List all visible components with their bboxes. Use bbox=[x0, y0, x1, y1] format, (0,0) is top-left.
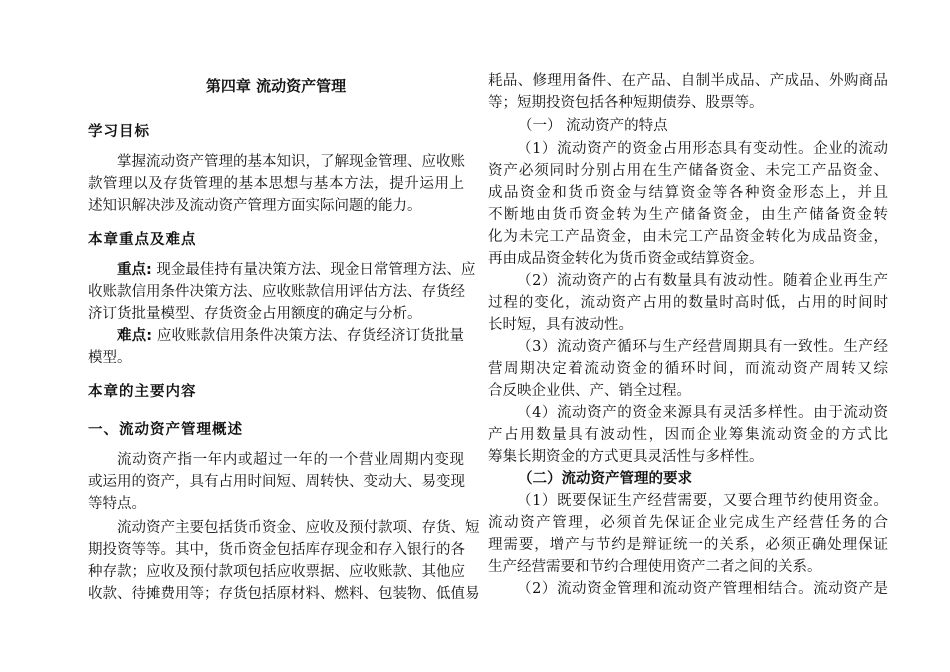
continued-line: 耗品、修理用备件、在产品、自制半成品、产成品、外购商品 bbox=[488, 73, 888, 89]
item1-line: （1）流动资产的资金占用形态具有变动性。企业的流动 bbox=[517, 141, 888, 157]
item2-line: 过程的变化，流动资产占用的数量时高时低，占用的时间时 bbox=[488, 295, 888, 311]
item1-line: 化为未完工产品资金，由未完工产品资金转化为成品资金， bbox=[488, 229, 888, 245]
key-points-line bbox=[88, 259, 476, 281]
key-label: 重点: bbox=[117, 262, 152, 278]
item1-line: 再由成品资金转化为货币资金或结算资金。 bbox=[488, 251, 764, 267]
key-points-line: 收账款信用条件决策方法、应收账款信用评估方法、存货经 bbox=[88, 284, 465, 300]
difficult-points-line: 模型。 bbox=[88, 350, 132, 366]
item2-line: 长时短，具有波动性。 bbox=[488, 317, 633, 333]
req1-line: 流动资产管理，必须首先保证企业完成生产经营任务的合 bbox=[488, 515, 888, 531]
study-goal-heading: 学习目标 bbox=[88, 124, 150, 140]
section1-p2-line: 收款、待摊费用等；存货包括原材料、燃料、包装物、低值易 bbox=[88, 586, 480, 602]
req1-line: 生产经营需要和节约合理使用资产二者之间的关系。 bbox=[488, 559, 822, 575]
item3-line: 营周期决定着流动资金的循环时间，而流动资产周转又综 bbox=[488, 361, 888, 377]
section1-p1-line: 等特点。 bbox=[88, 496, 146, 512]
req2-line: （2）流动资金管理和流动资产管理相结合。流动资产是 bbox=[517, 581, 888, 597]
section1-p2-line: 期投资等等。其中，货币资金包括库存现金和存入银行的各 bbox=[88, 542, 465, 558]
item3-line: 合反映企业供、产、销全过程。 bbox=[488, 383, 691, 399]
study-goal-line: 述知识解决涉及流动资产管理方面实际问题的能力。 bbox=[88, 198, 422, 214]
subsection2-heading-text: （二）流动资产管理的要求 bbox=[518, 471, 692, 487]
chapter-title: 第四章 流动资产管理 bbox=[205, 77, 347, 95]
difficult-text: 应收账款信用条件决策方法、存货经济订货批量 bbox=[152, 328, 464, 344]
req1-line: （1）既要保证生产经营需要，又要合理节约使用资金。 bbox=[517, 493, 888, 509]
section1-heading: 一、流动资产管理概述 bbox=[88, 422, 243, 438]
study-goal-line: 掌握流动资产管理的基本知识，了解现金管理、应收账 bbox=[117, 154, 465, 170]
subsection2-heading bbox=[488, 468, 888, 490]
req1-line: 理需要，增产与节约是辩证统一的关系，必须正确处理保证 bbox=[488, 537, 888, 553]
difficult-label: 难点: bbox=[117, 328, 153, 344]
study-goal-line: 款管理以及存货管理的基本思想与基本方法，提升运用上 bbox=[88, 176, 464, 192]
item3-line: （3）流动资产循环与生产经营周期具有一致性。生产经 bbox=[517, 339, 888, 355]
key-points-heading: 本章重点及难点 bbox=[88, 232, 197, 248]
section1-p2-line: 流动资产主要包括货币资金、应收及预付款项、存货、短 bbox=[117, 520, 480, 536]
item1-line: 不断地由货币资金转为生产储备资金，由生产储备资金转 bbox=[488, 207, 888, 223]
main-content-heading: 本章的主要内容 bbox=[88, 384, 197, 400]
item4-line: 筹集长期资金的方式更具灵活性与多样性。 bbox=[488, 449, 764, 465]
key-text: 现金最佳持有量决策方法、现金日常管理方法、应 bbox=[151, 262, 476, 278]
difficult-points-line bbox=[88, 325, 464, 347]
section1-p1-line: 流动资产指一年内或超过一年的一个营业周期内变现 bbox=[117, 452, 464, 468]
item1-line: 资产必须同时分别占用在生产储备资金、未完工产品资金、 bbox=[488, 163, 888, 179]
continued-line: 等；短期投资包括各种短期债券、股票等。 bbox=[488, 95, 764, 111]
item2-line: （2）流动资产的占有数量具有波动性。随着企业再生产 bbox=[517, 273, 888, 289]
section1-p2-line: 种存款；应收及预付款项包括应收票据、应收账款、其他应 bbox=[88, 564, 465, 580]
section1-p1-line: 或运用的资产，具有占用时间短、周转快、变动大、易变现 bbox=[88, 474, 465, 490]
key-points-line: 济订货批量模型、存货资金占用额度的确定与分析。 bbox=[88, 306, 422, 322]
item4-line: （4）流动资产的资金来源具有灵活多样性。由于流动资 bbox=[517, 405, 888, 421]
item1-line: 成品资金和货币资金与结算资金等各种资金形态上，并且 bbox=[488, 185, 888, 201]
item4-line: 产占用数量具有波动性，因而企业筹集流动资金的方式比 bbox=[488, 427, 888, 443]
subsection1-heading: （一） 流动资产的特点 bbox=[518, 118, 668, 134]
